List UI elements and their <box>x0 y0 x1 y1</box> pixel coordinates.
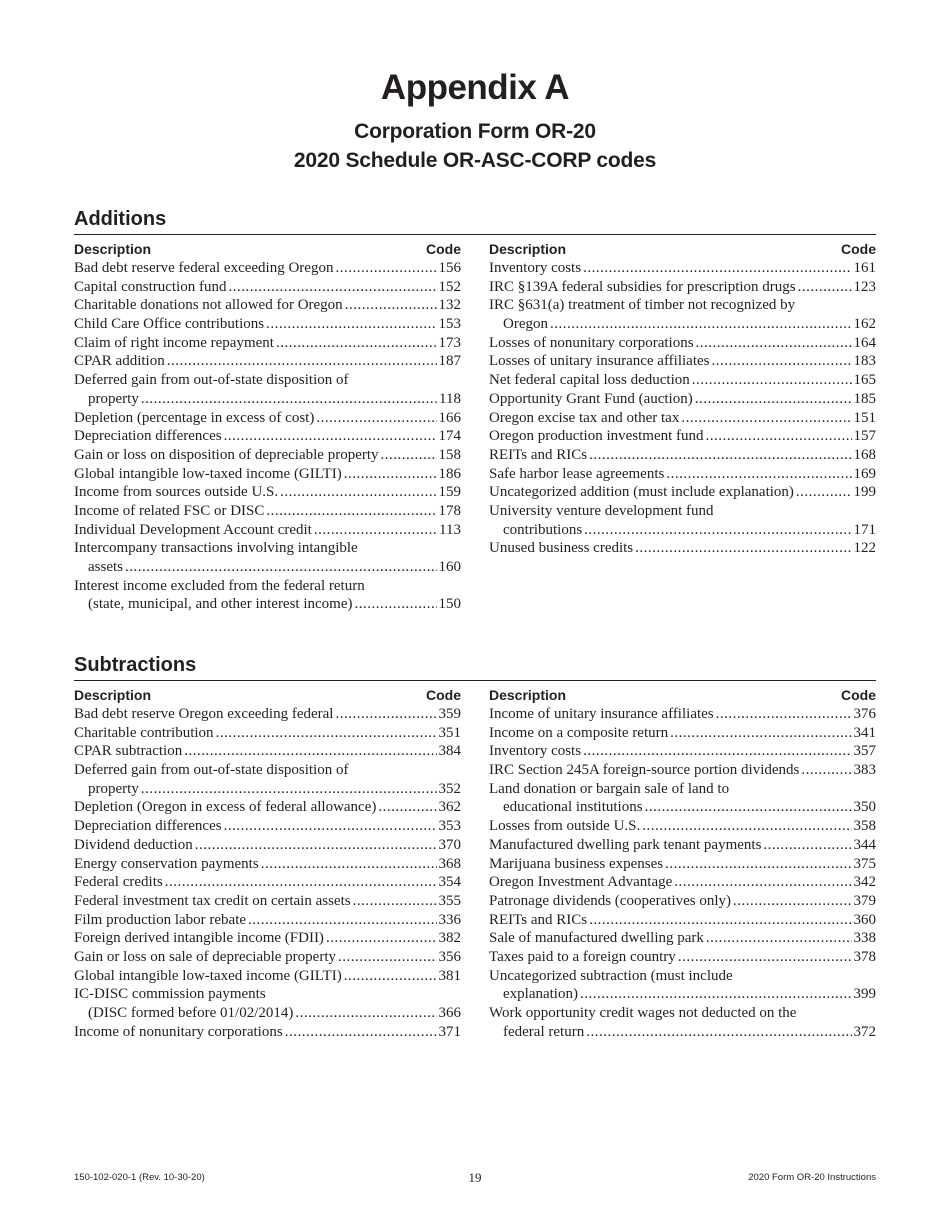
entry-description: Unused business credits <box>489 540 634 557</box>
column-header <box>489 686 876 705</box>
entry-code: 174 <box>438 428 461 445</box>
dot-leader <box>645 798 852 817</box>
entry-description-line: Interest income excluded from the federal return <box>74 577 365 594</box>
additions-right-column <box>489 240 876 558</box>
code-entry <box>489 390 876 409</box>
page-subtitle-form: Corporation Form OR-20 <box>354 120 596 143</box>
entry-code: 366 <box>438 1005 461 1021</box>
dot-leader <box>584 521 851 540</box>
dot-leader <box>355 595 437 614</box>
code-entry <box>489 352 876 371</box>
code-entry <box>74 371 461 408</box>
entry-description: Income of unitary insurance affiliates <box>489 706 714 722</box>
additions-left-list <box>74 259 461 614</box>
entry-description-line: IRC §631(a) treatment of timber not recognized by <box>489 297 796 314</box>
code-entry <box>489 334 876 353</box>
entry-description: REITs and RICs <box>489 911 588 928</box>
code-entry <box>74 929 461 948</box>
entry-code: 372 <box>853 1023 876 1040</box>
code-entry <box>74 985 461 1022</box>
entry-code: 122 <box>853 540 876 557</box>
entry-description: Manufactured dwelling park tenant payments <box>489 836 762 853</box>
additions-heading: Additions <box>74 207 876 235</box>
entry-code: 357 <box>853 743 876 760</box>
entry-description: Bad debt reserve Oregon exceeding federal <box>74 706 334 722</box>
code-header: Code <box>426 241 461 257</box>
entry-description: Income of nonunitary corporations <box>74 1023 283 1040</box>
code-entry <box>74 352 461 371</box>
additions-left-column <box>74 240 461 614</box>
dot-leader <box>695 390 852 409</box>
code-entry <box>489 855 876 874</box>
entry-description: CPAR addition <box>74 353 165 370</box>
code-entry <box>489 948 876 967</box>
entry-description: REITs and RICs <box>489 446 588 463</box>
entry-code: 375 <box>853 855 876 872</box>
entry-code: 358 <box>853 818 876 835</box>
entry-code: 354 <box>438 874 461 891</box>
entry-description-line: Uncategorized subtraction (must include <box>489 967 733 984</box>
footer-page-number: 19 <box>468 1170 482 1185</box>
entry-description: Oregon <box>503 316 548 333</box>
entry-code: 158 <box>438 446 461 463</box>
entry-code: 355 <box>438 892 461 909</box>
code-entry <box>74 892 461 911</box>
code-header: Code <box>841 687 876 703</box>
code-entry <box>74 334 461 353</box>
code-entry <box>74 705 461 724</box>
entry-code: 359 <box>438 706 461 722</box>
entry-code: 342 <box>853 874 876 891</box>
code-entry <box>74 742 461 761</box>
entry-code: 353 <box>438 818 461 835</box>
entry-code: 171 <box>853 521 876 538</box>
dot-leader <box>716 705 852 724</box>
entry-description: Global intangible low-taxed income (GILTI) <box>74 967 342 984</box>
code-entry <box>74 259 461 278</box>
entry-description: Foreign derived intangible income (FDII) <box>74 930 324 947</box>
dot-leader <box>280 483 436 502</box>
code-entry <box>489 259 876 278</box>
entry-description: Uncategorized addition (must include explanation) <box>489 484 794 501</box>
dot-leader <box>670 724 851 743</box>
code-entry <box>74 948 461 967</box>
entry-description: educational institutions <box>503 799 643 816</box>
entry-code: 162 <box>853 316 876 333</box>
entry-code: 187 <box>438 353 461 370</box>
entry-description-line: Land donation or bargain sale of land to <box>489 780 730 797</box>
code-entry <box>74 409 461 428</box>
entry-code: 113 <box>439 521 461 538</box>
code-entry <box>74 446 461 465</box>
dot-leader <box>266 502 436 521</box>
entry-code: 157 <box>853 428 876 445</box>
entry-description: IRC Section 245A foreign-source portion dividends <box>489 762 800 779</box>
dot-leader <box>224 817 437 836</box>
column-header <box>489 240 876 259</box>
entry-description: Charitable donations not allowed for Oregon <box>74 297 343 314</box>
code-entry <box>74 911 461 930</box>
dot-leader <box>733 892 851 911</box>
code-entry <box>489 836 876 855</box>
entry-code: 399 <box>853 986 876 1003</box>
dot-leader <box>580 985 852 1004</box>
entry-description: Inventory costs <box>489 743 582 760</box>
code-header: Code <box>426 687 461 703</box>
code-entry <box>74 798 461 817</box>
code-entry <box>74 855 461 874</box>
entry-code: 185 <box>853 390 876 407</box>
dot-leader <box>712 352 852 371</box>
dot-leader <box>635 539 851 558</box>
code-entry <box>489 724 876 743</box>
footer-document-title: 2020 Form OR-20 Instructions <box>748 1172 876 1183</box>
code-entry <box>74 465 461 484</box>
entry-code: 384 <box>438 743 461 760</box>
entry-description: Federal credits <box>74 874 163 891</box>
code-entry <box>74 577 461 614</box>
entry-code: 123 <box>853 278 876 295</box>
page-title: Appendix A <box>380 68 570 107</box>
entry-description: Opportunity Grant Fund (auction) <box>489 390 693 407</box>
dot-leader <box>353 892 437 911</box>
dot-leader <box>224 427 437 446</box>
entry-description-line: IC-DISC commission payments <box>74 986 266 1003</box>
code-entry <box>489 371 876 390</box>
dot-leader <box>796 483 852 502</box>
entry-code: 383 <box>853 762 876 779</box>
dot-leader <box>344 967 437 986</box>
entry-code: 161 <box>853 260 876 276</box>
entry-code: 350 <box>853 799 876 816</box>
entry-description: Federal investment tax credit on certain assets <box>74 892 351 909</box>
entry-code: 132 <box>438 297 461 314</box>
description-header: Description <box>74 687 152 703</box>
dot-leader <box>167 352 437 371</box>
dot-leader <box>316 409 436 428</box>
entry-description: assets <box>88 559 123 575</box>
entry-code: 156 <box>438 260 461 276</box>
dot-leader <box>266 315 436 334</box>
code-entry <box>74 724 461 743</box>
code-entry <box>489 427 876 446</box>
code-entry <box>489 742 876 761</box>
subtractions-heading: Subtractions <box>74 653 876 681</box>
entry-description: Marijuana business expenses <box>489 855 664 872</box>
column-header <box>74 240 461 259</box>
entry-code: 338 <box>853 930 876 947</box>
dot-leader <box>801 761 851 780</box>
entry-description: Global intangible low-taxed income (GILTI) <box>74 465 342 482</box>
dot-leader <box>378 798 436 817</box>
dot-leader <box>589 911 851 930</box>
entry-description-line: Intercompany transactions involving intangible <box>74 540 358 557</box>
entry-description: Child Care Office contributions <box>74 316 265 333</box>
code-entry <box>489 761 876 780</box>
entry-description: contributions <box>503 521 583 538</box>
entry-description: Sale of manufactured dwelling park <box>489 930 704 947</box>
entry-description-line: Deferred gain from out-of-state disposition of <box>74 372 349 389</box>
entry-code: 371 <box>438 1023 461 1040</box>
entry-code: 356 <box>438 948 461 965</box>
entry-description: Income of related FSC or DISC <box>74 502 265 519</box>
code-header: Code <box>841 241 876 257</box>
dot-leader <box>335 705 436 724</box>
entry-description: Claim of right income repayment <box>74 334 274 351</box>
entry-description: Losses from outside U.S. <box>489 818 641 835</box>
entry-code: 351 <box>438 724 461 741</box>
entry-code: 164 <box>853 334 876 351</box>
dot-leader <box>165 873 437 892</box>
entry-description: Energy conservation payments <box>74 855 259 872</box>
entry-code: 382 <box>438 930 461 947</box>
code-entry <box>74 836 461 855</box>
code-entry <box>489 502 876 539</box>
dot-leader <box>381 446 437 465</box>
subtractions-right-list <box>489 705 876 1041</box>
dot-leader <box>589 446 851 465</box>
entry-code: 151 <box>853 409 876 426</box>
dot-leader <box>550 315 852 334</box>
entry-code: 173 <box>438 334 461 351</box>
code-entry <box>489 780 876 817</box>
entry-description: Losses of unitary insurance affiliates <box>489 353 710 370</box>
entry-description: Net federal capital loss deduction <box>489 372 690 389</box>
code-entry <box>489 483 876 502</box>
entry-code: 165 <box>853 372 876 389</box>
entry-code: 341 <box>853 724 876 741</box>
code-entry <box>489 705 876 724</box>
dot-leader <box>216 724 437 743</box>
code-entry <box>74 427 461 446</box>
entry-description: property <box>88 780 139 797</box>
code-entry <box>74 278 461 297</box>
entry-description: explanation) <box>503 986 578 1003</box>
entry-description: Depreciation differences <box>74 428 222 445</box>
dot-leader <box>666 465 851 484</box>
entry-description: Gain or loss on disposition of depreciable property <box>74 446 379 463</box>
entry-description: Income on a composite return <box>489 724 669 741</box>
dot-leader <box>295 1004 436 1023</box>
entry-code: 199 <box>853 484 876 501</box>
entry-description: Taxes paid to a foreign country <box>489 948 676 965</box>
code-entry <box>489 967 876 1004</box>
dot-leader <box>248 911 436 930</box>
code-entry <box>74 817 461 836</box>
entry-code: 360 <box>853 911 876 928</box>
entry-description: Depletion (Oregon in excess of federal allowance) <box>74 799 377 816</box>
dot-leader <box>195 836 437 855</box>
entry-description: Losses of nonunitary corporations <box>489 334 694 351</box>
dot-leader <box>338 948 437 967</box>
code-entry <box>489 446 876 465</box>
code-entry <box>489 465 876 484</box>
code-entry <box>74 761 461 798</box>
dot-leader <box>261 855 437 874</box>
footer-form-number: 150-102-020-1 (Rev. 10-30-20) <box>74 1172 205 1183</box>
additions-right-list <box>489 259 876 558</box>
code-entry <box>74 296 461 315</box>
dot-leader <box>798 278 852 297</box>
code-entry <box>74 315 461 334</box>
dot-leader <box>674 873 851 892</box>
description-header: Description <box>74 241 152 257</box>
entry-description: property <box>88 390 139 407</box>
entry-description: (state, municipal, and other interest income) <box>88 596 353 613</box>
entry-description: Charitable contribution <box>74 724 214 741</box>
code-entry <box>74 521 461 540</box>
code-entry <box>74 502 461 521</box>
entry-description: federal return <box>503 1023 585 1040</box>
code-entry <box>489 873 876 892</box>
dot-leader <box>681 409 851 428</box>
entry-code: 378 <box>853 948 876 965</box>
entry-description: Gain or loss on sale of depreciable property <box>74 948 336 965</box>
dot-leader <box>141 390 437 409</box>
entry-code: 153 <box>438 316 461 333</box>
code-entry <box>74 1023 461 1042</box>
dot-leader <box>125 558 437 577</box>
dot-leader <box>586 1023 851 1042</box>
entry-code: 362 <box>438 799 461 816</box>
code-entry <box>489 911 876 930</box>
subtractions-left-list <box>74 705 461 1041</box>
dot-leader <box>184 742 436 761</box>
entry-code: 159 <box>438 484 461 501</box>
entry-description: Depletion (percentage in excess of cost) <box>74 409 315 426</box>
subtractions-section <box>74 653 876 1081</box>
dot-leader <box>706 427 852 446</box>
dot-leader <box>583 259 851 278</box>
dot-leader <box>583 742 851 761</box>
dot-leader <box>326 929 437 948</box>
entry-code: 370 <box>438 836 461 853</box>
entry-description: Inventory costs <box>489 260 582 276</box>
entry-description: Capital construction fund <box>74 278 227 295</box>
entry-code: 379 <box>853 892 876 909</box>
entry-code: 150 <box>438 596 461 613</box>
dot-leader <box>314 521 437 540</box>
entry-description-line: Work opportunity credit wages not deducted on the <box>489 1005 797 1021</box>
code-entry <box>489 892 876 911</box>
entry-description-line: University venture development fund <box>489 502 714 519</box>
dot-leader <box>678 948 852 967</box>
code-entry <box>489 296 876 333</box>
entry-description: IRC §139A federal subsidies for prescription drugs <box>489 278 796 295</box>
description-header: Description <box>489 687 567 703</box>
code-entry <box>489 1004 876 1041</box>
entry-code: 352 <box>438 780 461 797</box>
description-header: Description <box>489 241 567 257</box>
dot-leader <box>345 296 437 315</box>
code-entry <box>489 929 876 948</box>
entry-description: Income from sources outside U.S. <box>74 484 279 501</box>
entry-description: Dividend deduction <box>74 836 193 853</box>
dot-leader <box>665 855 851 874</box>
code-entry <box>489 409 876 428</box>
dot-leader <box>696 334 852 353</box>
code-entry <box>74 539 461 576</box>
entry-code: 381 <box>438 967 461 984</box>
page-subtitle-codes: 2020 Schedule OR-ASC-CORP codes <box>293 149 657 172</box>
dot-leader <box>692 371 852 390</box>
dot-leader <box>763 836 851 855</box>
entry-description: CPAR subtraction <box>74 743 183 760</box>
dot-leader <box>335 259 436 278</box>
entry-code: 168 <box>853 446 876 463</box>
entry-code: 152 <box>438 278 461 295</box>
entry-code: 368 <box>438 855 461 872</box>
entry-code: 178 <box>438 502 461 519</box>
code-entry <box>489 278 876 297</box>
code-entry <box>489 539 876 558</box>
entry-description: Individual Development Account credit <box>74 521 312 538</box>
entry-description: Oregon Investment Advantage <box>489 874 673 891</box>
entry-code: 376 <box>853 706 876 722</box>
dot-leader <box>285 1023 437 1042</box>
dot-leader <box>228 278 436 297</box>
entry-code: 169 <box>853 465 876 482</box>
dot-leader <box>276 334 437 353</box>
entry-code: 166 <box>438 409 461 426</box>
entry-description: Bad debt reserve federal exceeding Oregon <box>74 260 334 276</box>
dot-leader <box>706 929 852 948</box>
code-entry <box>74 483 461 502</box>
entry-code: 183 <box>853 353 876 370</box>
entry-code: 344 <box>853 836 876 853</box>
entry-description: Safe harbor lease agreements <box>489 465 665 482</box>
code-entry <box>74 873 461 892</box>
dot-leader <box>642 817 851 836</box>
column-header <box>74 686 461 705</box>
subtractions-right-column <box>489 686 876 1041</box>
entry-code: 336 <box>438 911 461 928</box>
entry-code: 186 <box>438 465 461 482</box>
entry-code: 118 <box>439 390 461 407</box>
code-entry <box>74 967 461 986</box>
entry-code: 160 <box>438 559 461 575</box>
entry-description: Depreciation differences <box>74 818 222 835</box>
dot-leader <box>344 465 437 484</box>
dot-leader <box>141 780 437 799</box>
entry-description: Patronage dividends (cooperatives only) <box>489 892 732 909</box>
entry-description: Oregon production investment fund <box>489 428 704 445</box>
entry-description-line: Deferred gain from out-of-state disposition of <box>74 762 349 779</box>
entry-description: Oregon excise tax and other tax <box>489 409 680 426</box>
additions-section <box>74 207 876 635</box>
subtractions-left-column <box>74 686 461 1041</box>
code-entry <box>489 817 876 836</box>
entry-description: (DISC formed before 01/02/2014) <box>88 1005 294 1021</box>
entry-description: Film production labor rebate <box>74 911 247 928</box>
